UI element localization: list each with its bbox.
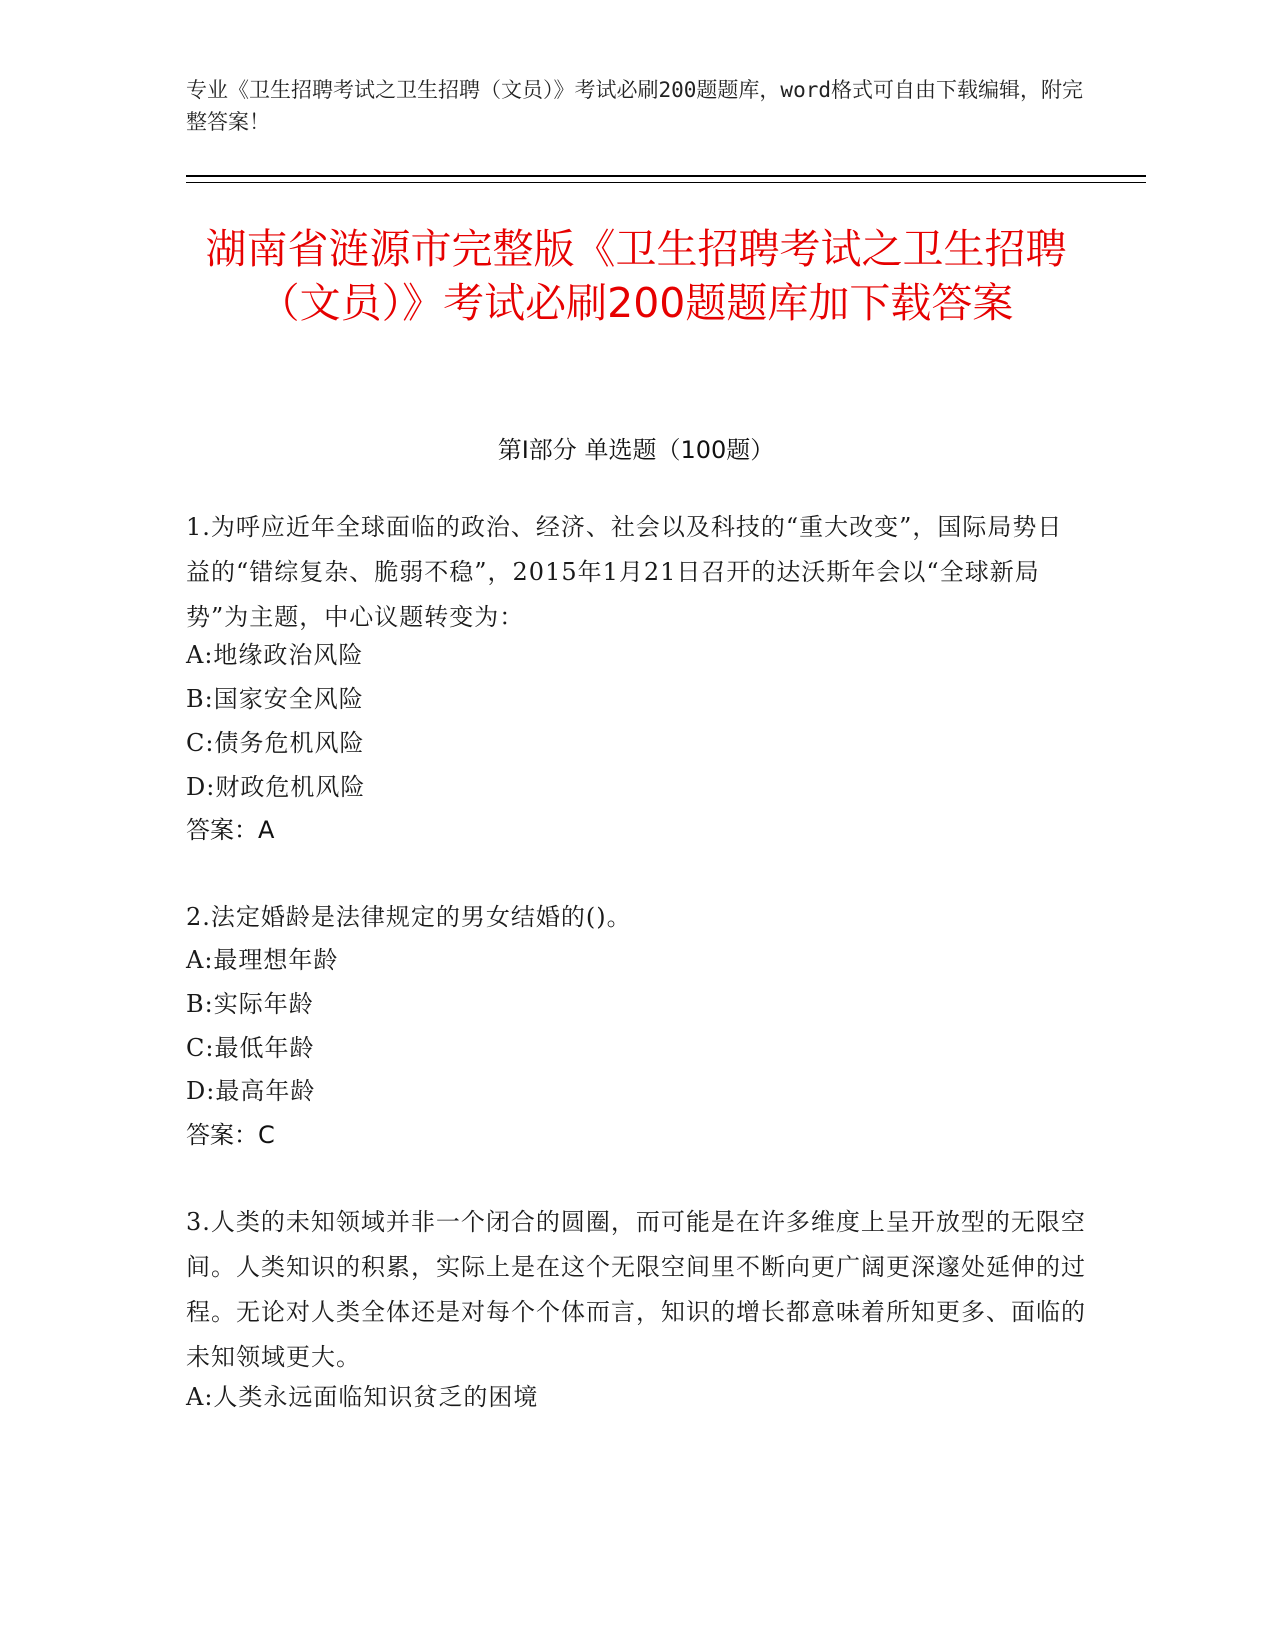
section-heading: 第I部分 单选题（100题） — [497, 436, 775, 464]
question-1-option-b: B:国家安全风险 — [186, 685, 364, 713]
question-1-answer: 答案：A — [186, 816, 275, 844]
question-1-stem: 1.为呼应近年全球面临的政治、经济、社会以及科技的“重大改变”，国际局势日益的“错综复杂、脆弱不稳”，2015年1月21日召开的达沃斯年会以“全球新局势”为主题，中心议题转变为： — [186, 513, 1063, 631]
document-title: 湖南省涟源市完整版《卫生招聘考试之卫生招聘（文员）》考试必刷200题题库加下载答案 — [205, 225, 1067, 327]
header-note: 专业《卫生招聘考试之卫生招聘（文员）》考试必刷200题题库，word格式可自由下载编辑，附完整答案！ — [186, 78, 1083, 134]
question-2-answer: 答案：C — [186, 1121, 275, 1149]
question-1-option-c: C:债务危机风险 — [186, 729, 365, 757]
question-2-stem: 2.法定婚龄是法律规定的男女结婚的()。 — [186, 903, 632, 931]
question-1-option-a: A:地缘政治风险 — [186, 641, 364, 669]
question-3-option-a: A:人类永远面临知识贫乏的困境 — [186, 1383, 539, 1411]
question-2-option-b: B:实际年龄 — [186, 990, 314, 1018]
header-rule-thick — [186, 175, 1146, 177]
question-2-option-c: C:最低年龄 — [186, 1034, 315, 1062]
question-2-option-d: D:最高年龄 — [186, 1077, 316, 1105]
question-3-stem: 3.人类的未知领域并非一个闭合的圆圈，而可能是在许多维度上呈开放型的无限空间。人类知识的积累，实际上是在这个无限空间里不断向更广阔更深邃处延伸的过程。无论对人类全体还是对每个个体而言，知识的增长都意味着所知更多、面临的未知领域更大。 — [186, 1208, 1086, 1371]
question-2-option-a: A:最理想年龄 — [186, 946, 339, 974]
header-rule-thin — [186, 182, 1146, 183]
question-1-option-d: D:财政危机风险 — [186, 773, 366, 801]
